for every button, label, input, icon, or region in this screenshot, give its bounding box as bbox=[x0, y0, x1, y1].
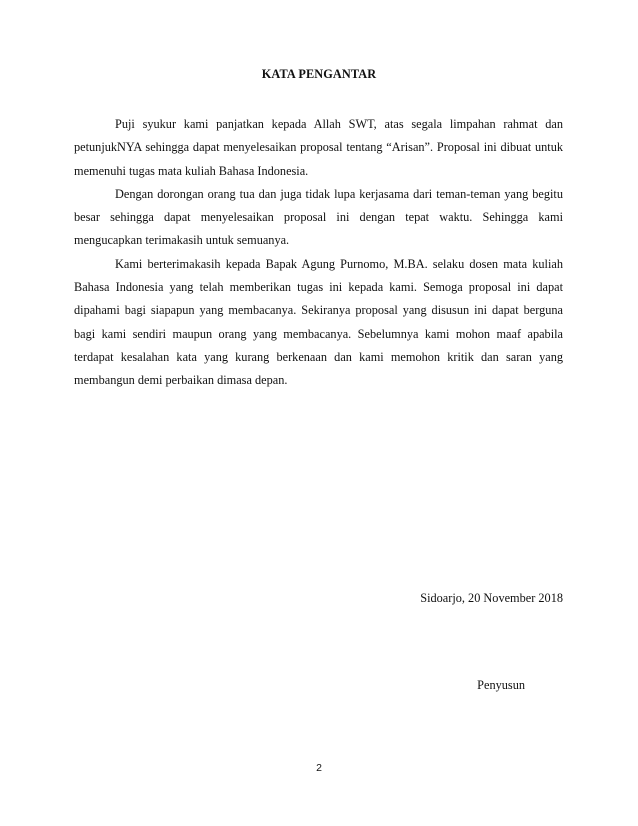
author-role: Penyusun bbox=[477, 678, 525, 692]
paragraph-opening: Puji syukur kami panjatkan kepada Allah SWT, atas segala limpahan rahmat dan petunjukNYA sehingga dapat menyelesaikan proposal tentang “Arisan”. Proposal ini dibuat untuk memenuhi tugas mata kuliah Bahasa Indonesia. bbox=[74, 117, 563, 178]
paragraph-acknowledgement-lecturer: Kami berterimakasih kepada Bapak Agung Purnomo, M.BA. selaku dosen mata kuliah Bahasa Indonesia yang telah memberikan tugas ini kepada kami. Semoga proposal ini dapat dipahami bagi siapapun yang membacanya. Sekiranya proposal yang disusun ini dapat berguna bagi kami sendiri maupun orang yang membacanya. Sebelumnya kami mohon maaf apabila terdapat kesalahan kata yang kurang berkenaan dan kami memohon kritik dan saran yang membangun demi perbaikan dimasa depan. bbox=[74, 256, 563, 388]
page-number: 2 bbox=[316, 762, 322, 774]
place-date: Sidoarjo, 20 November 2018 bbox=[420, 591, 563, 605]
body-text bbox=[74, 113, 563, 393]
paragraph-acknowledgement-family: Dengan dorongan orang tua dan juga tidak lupa kerjasama dari teman-teman yang begitu besar sehingga dapat menyelesaikan proposal ini dengan tepat waktu. Sehingga kami mengucapkan terimakasih untuk semuanya. bbox=[74, 186, 563, 248]
page-title: KATA PENGANTAR bbox=[261, 67, 377, 81]
